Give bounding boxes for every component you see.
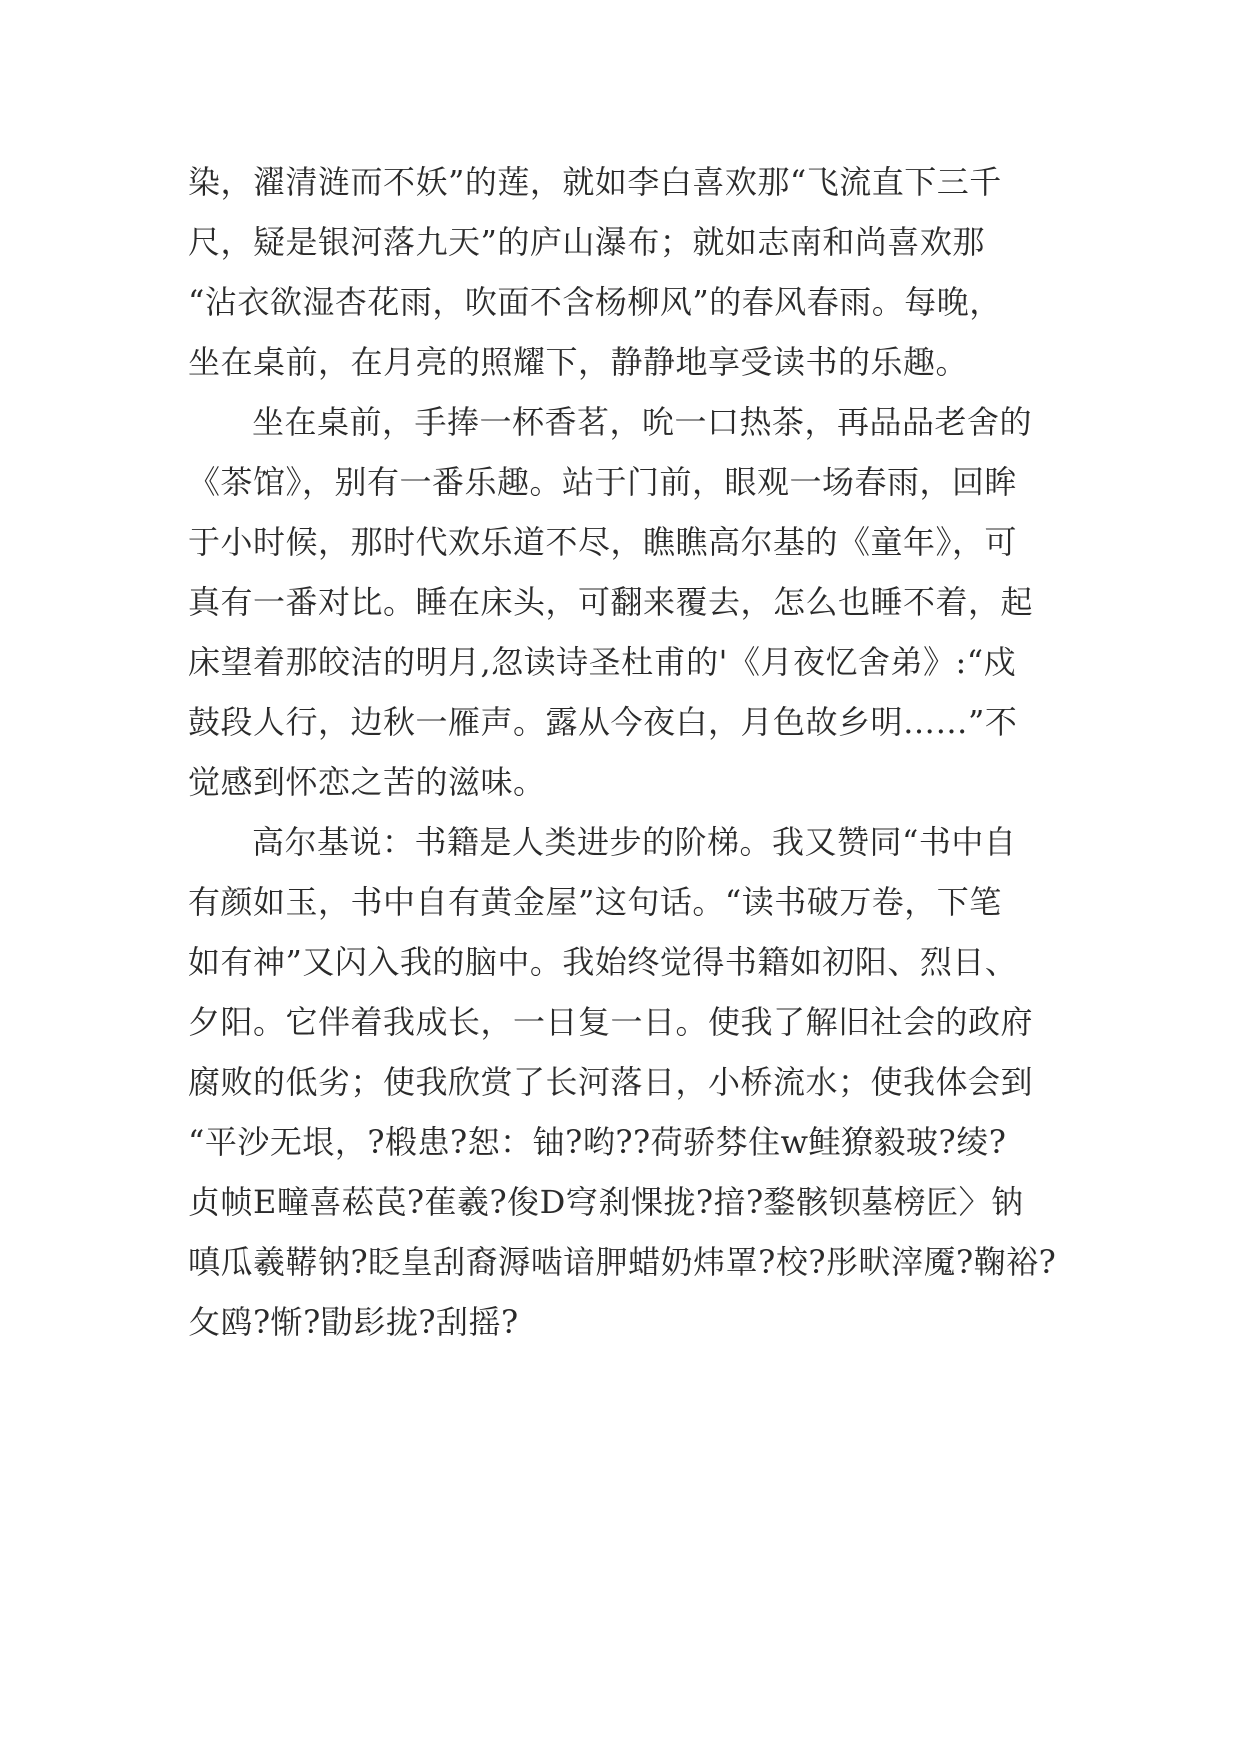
text-line: 有颜如玉，书中自有黄金屋”这句话。“读书破万卷，下笔: [188, 883, 1002, 921]
text-line: 高尔基说：书籍是人类进步的阶梯。我又赞同“书中自: [252, 823, 1017, 861]
text-line: 夕阳。它伴着我成长，一日复一日。使我了解旧社会的政府: [188, 1003, 1034, 1041]
paragraph: [188, 392, 1068, 812]
paragraph: [188, 812, 1068, 1352]
text-line: 坐在桌前，在月亮的照耀下，静静地享受读书的乐趣。: [188, 343, 969, 381]
text-line: 贞帧E疃喜菘苠?萑羲?俊D穹刹惈拢?揞?鍪骸钡墓榜匠〉钠: [188, 1183, 1024, 1221]
text-line: 嗔瓜羲鞯钠?眨皇刮裔溽啮谙胛蜡奶炜罩?校?彤畎滓魇?鞠裕?: [188, 1243, 1057, 1281]
text-line: 如有神”又闪入我的脑中。我始终觉得书籍如初阳、烈日、: [188, 943, 1018, 981]
text-line: 坐在桌前，手捧一杯香茗，吮一口热茶，再品品老舍的: [252, 403, 1033, 441]
text-line: 床望着那皎洁的明月,忽读诗圣杜甫的'《月夜忆舍弟》:“戍: [188, 643, 1017, 681]
text-line: 真有一番对比。睡在床头，可翻来覆去，怎么也睡不着，起: [188, 583, 1034, 621]
paragraph: [188, 152, 1068, 392]
text-line: 于小时候，那时代欢乐道不尽，瞧瞧高尔基的《童年》，可: [188, 523, 1018, 561]
text-line: 尺，疑是银河落九天”的庐山瀑布；就如志南和尚喜欢那: [188, 223, 985, 261]
text-line: 攵鸥?惭?勖髟拢?刮摇?: [188, 1303, 519, 1341]
text-line: 《茶馆》，别有一番乐趣。站于门前，眼观一场春雨，回眸: [188, 463, 1018, 501]
text-line: 腐败的低劣；使我欣赏了长河落日，小桥流水；使我体会到: [188, 1063, 1034, 1101]
essay-body: [188, 152, 1068, 1352]
text-line: 鼓段人行，边秋一雁声。露从今夜白，月色故乡明……”不: [188, 703, 1018, 741]
text-line: 觉感到怀恋之苦的滋味。: [188, 763, 546, 801]
text-line: “沾衣欲湿杏花雨，吹面不含杨柳风”的春风春雨。每晚，: [188, 283, 1002, 321]
text-line: 染，濯清涟而不妖”的莲，就如李白喜欢那“飞流直下三千: [188, 163, 1002, 201]
text-line: “平沙无垠，?椴患?恕：铀?哟??荷骄棼住w鲑獠毅玻?绫?: [188, 1123, 1007, 1161]
